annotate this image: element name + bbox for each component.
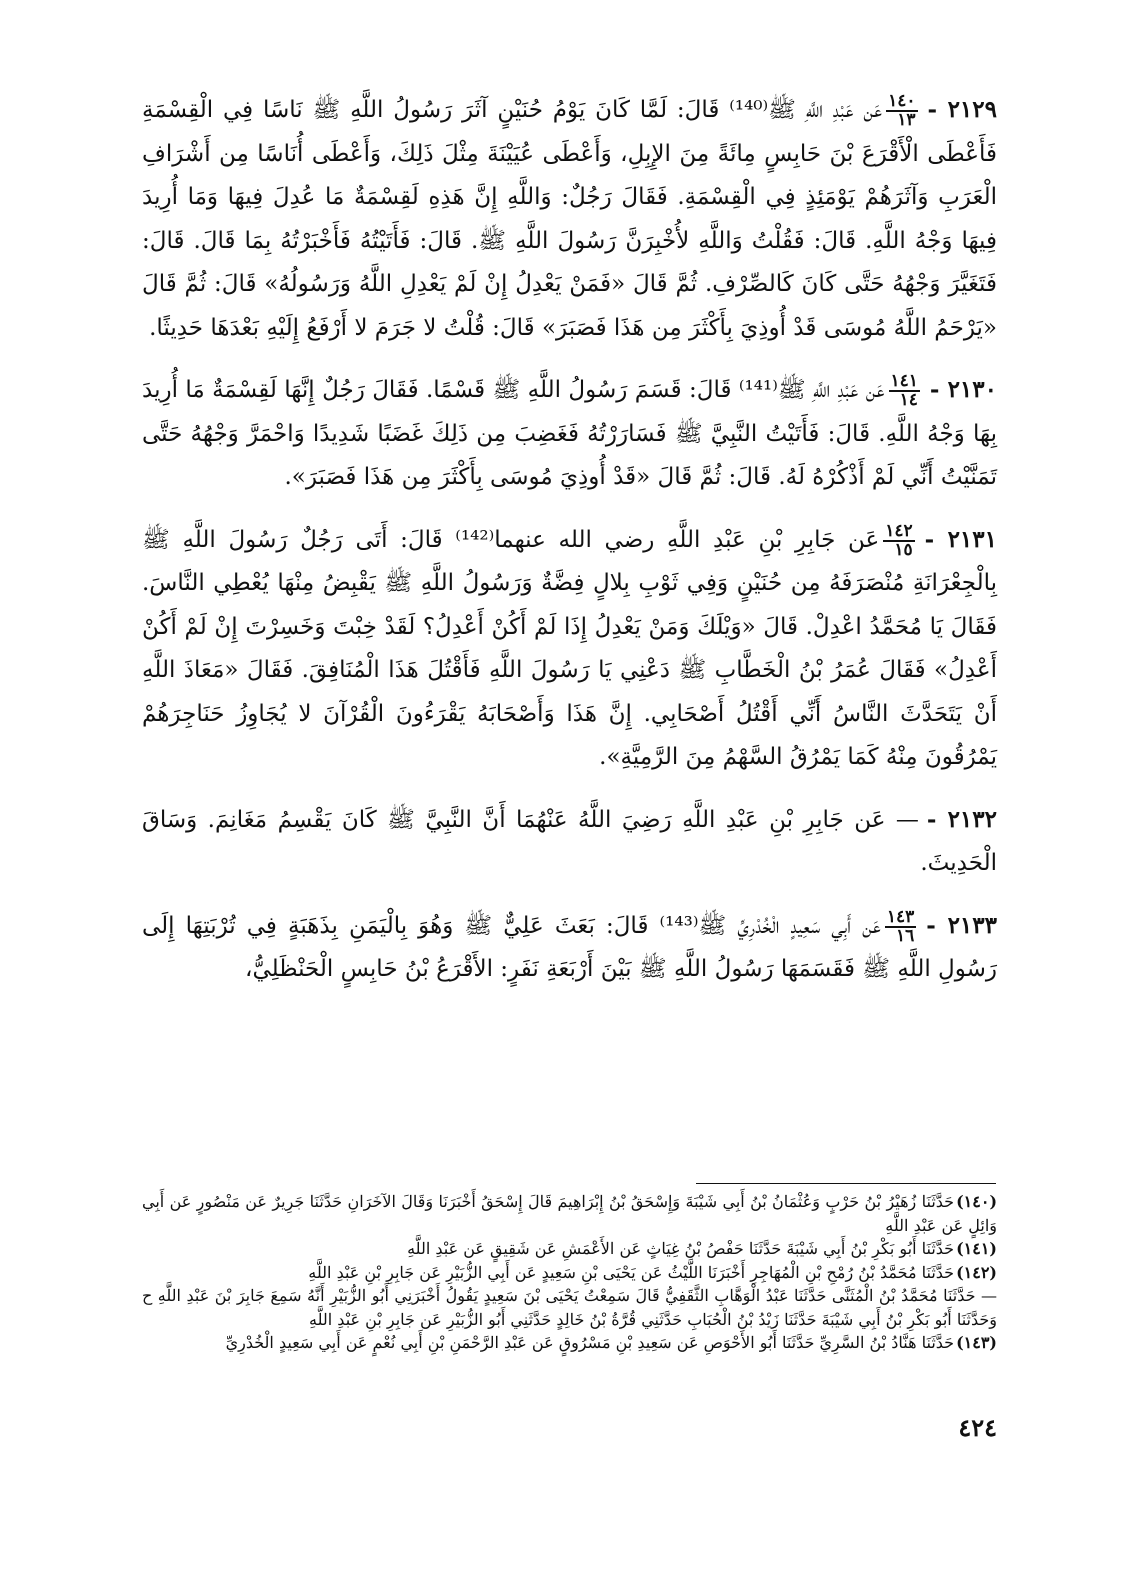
cross-reference [889,373,920,409]
reference-top: ١٤٢ [885,520,913,541]
hadith-text: عَن عَبْدِ اللَّهِ ﷺ⁽¹⁴⁰⁾ قَالَ: لَمَّا كَانَ يَوْمُ حُنَيْنٍ آثَرَ رَسُولُ اللَّهِ ﷺ نَاسًا فِي الْقِسْمَةِ فَأَعْطَى الْأَقْرَعَ بْنَ حَابِسٍ مِائَةً مِنَ الإِبِلِ، وَأَعْطَى عُيَيْنَةَ مِثْلَ ذَلِكَ، وَأَعْطَى أُنَاسًا مِن أَشْرَافِ الْعَرَبِ وَآثَرَهُمْ يَوْمَئِذٍ فِي الْقِسْمَةِ. فَقَالَ رَجُلٌ: وَاللَّهِ إِنَّ هَذِهِ لَقِسْمَةٌ مَا عُدِلَ فِيهَا وَمَا أُرِيدَ فِيهَا وَجْهُ اللَّهِ. قَالَ: فَقُلْتُ وَاللَّهِ لأُخْبِرَنَّ رَسُولَ اللَّهِ ﷺ. قَالَ: فَأَتَيْتُهُ فَأَخْبَرْتُهُ بِمَا قَالَ. قَالَ: فَتَغَيَّرَ وَجْهُهُ حَتَّى كَانَ كَالصِّرْفِ. ثُمَّ قَالَ «فَمَنْ يَعْدِلُ إِنْ لَمْ يَعْدِلِ اللَّهُ وَرَسُولُهُ» قَالَ: ثُمَّ قَالَ «يَرْحَمُ اللَّهُ مُوسَى قَدْ أُوذِيَ بِأَكْثَرَ مِن هَذَا فَصَبَرَ» قَالَ: قُلْتُ لا جَرَمَ لا أَرْفَعُ إِلَيْهِ بَعْدَهَا حَدِيثًا. [142,97,997,341]
document-page [142,88,997,1528]
footnote-143 [142,1331,997,1355]
reference-top: ١٤١ [890,371,918,391]
footnotes [142,1190,997,1355]
reference-bottom: ١٤ [899,390,918,410]
footnote-divider [696,1183,996,1184]
hadith-text: عَن عَبْدِ اللَّهِ ﷺ⁽¹⁴¹⁾ قَالَ: قَسَمَ رَسُولُ اللَّهِ ﷺ قَسْمًا. فَقَالَ رَجُلٌ إِنَّهَا لَقِسْمَةٌ مَا أُرِيدَ بِهَا وَجْهُ اللَّهِ. قَالَ: فَأَتَيْتُ النَّبِيَّ ﷺ فَسَارَرْتُهُ فَغَضِبَ مِن ذَلِكَ غَضَبًا شَدِيدًا وَاحْمَرَّ وَجْهُهُ حَتَّى تَمَنَّيْتُ أَنِّي لَمْ أَذْكُرْهُ لَهُ. قَالَ: ثُمَّ قَالَ «قَدْ أُوذِيَ مُوسَى بِأَكْثَرَ مِن هَذَا فَصَبَرَ». [142,377,997,490]
hadith-2133 [142,904,997,992]
footnote-number: (١٤٢) [956,1262,997,1282]
page-number: ٤٢٤ [958,1413,997,1442]
footnote-142-continued [142,1284,997,1331]
reference-bottom: ١٥ [894,539,913,560]
hadith-number: ٢١٣٢ - [926,805,997,833]
footnote-text: حَدَّثَنَا زُهَيْرُ بْنُ حَرْبٍ وَعُثْمَانُ بْنُ أَبِي شَيْبَةَ وَإِسْحَقُ بْنُ إِبْرَاهِيمَ قَالَ إِسْحَقُ أَخْبَرَنَا وَقَالَ الآخَرَانِ حَدَّثَنَا جَرِيرٌ عَن مَنْصُورٍ عَن أَبِي وَائِلٍ عَن عَبْدِ اللَّهِ [142,1192,997,1235]
footnote-number: (١٤١) [956,1239,997,1258]
hadith-2130 [142,368,997,500]
hadith-number: ٢١٣١ - [924,525,997,553]
hadith-2132 [142,798,997,886]
cross-reference [885,906,916,946]
hadith-text: — عَن جَابِرِ بْنِ عَبْدِ اللَّهِ رَضِيَ اللَّهُ عَنْهُمَا أَنَّ النَّبِيَّ ﷺ كَانَ يَقْسِمُ مَغَانِمَ. وَسَاقَ الْحَدِيثَ. [142,806,997,876]
footnote-140 [142,1190,997,1237]
footnote-text: حَدَّثَنَا هَنَّادُ بْنُ السَّرِيِّ حَدَّثَنَا أَبُو الأَحْوَصِ عَن سَعِيدِ بْنِ مَسْرُوقٍ عَن عَبْدِ الرَّحْمَنِ بْنِ أَبِي نُعْمٍ عَن أَبِي سَعِيدٍ الْخُدْرِيِّ [225,1333,955,1352]
footnote-text: حَدَّثَنَا أَبُو بَكْرِ بْنُ أَبِي شَيْبَةَ حَدَّثَنَا حَفْصُ بْنُ غِيَاثٍ عَن الأَعْمَشِ عَن شَقِيقٍ عَن عَبْدِ اللَّهِ [407,1239,955,1258]
footnote-text: — حَدَّثَنَا مُحَمَّدُ بْنُ الْمُثَنَّى حَدَّثَنَا عَبْدُ الْوَهَّابِ الثَّقَفِيُّ قَالَ سَمِعْتُ يَحْيَى بْنَ سَعِيدٍ يَقُولُ أَخْبَرَنِي أَبُو الزُّبَيْرِ أَنَّهُ سَمِعَ جَابِرَ بْنَ عَبْدِ اللَّهِ ح وَحَدَّثَنَا أَبُو بَكْرِ بْنُ أَبِي شَيْبَةَ حَدَّثَنَا زَيْدُ بْنُ الْحُبَابِ حَدَّثَنِي قُرَّةُ بْنُ خَالِدٍ حَدَّثَنِي أَبُو الزُّبَيْرِ عَن جَابِرِ بْنِ عَبْدِ اللَّهِ [142,1286,997,1329]
hadith-number: ٢١٣٣ - [926,911,997,939]
hadith-2131 [142,518,997,780]
hadith-number: ٢١٣٠ - [929,376,997,403]
footnote-number: (١٤٠) [956,1192,998,1211]
reference-top: ١٤٣ [886,906,915,927]
hadith-number: ٢١٢٩ - [927,96,997,123]
footnote-text: حَدَّثَنَا مُحَمَّدُ بْنُ رُمْحِ بْنِ الْمُهَاجِرِ أَخْبَرَنَا اللَّيْثُ عَن يَحْيَى بْنِ سَعِيدٍ عَن أَبِي الزُّبَيْرِ عَن جَابِرِ بْنِ عَبْدِ اللَّهِ [308,1262,955,1282]
footnote-142 [142,1261,997,1285]
reference-top: ١٤٠ [888,91,916,111]
cross-reference [886,93,917,129]
footnote-number: (١٤٣) [956,1333,997,1352]
reference-bottom: ١٣ [897,110,916,130]
hadith-2129 [142,88,997,350]
reference-bottom: ١٦ [895,925,915,946]
cross-reference [883,520,914,560]
hadith-text: عَن جَابِرِ بْنِ عَبْدِ اللَّهِ رضي الله عنهما⁽¹⁴²⁾ قَالَ: أَتَى رَجُلٌ رَسُولَ اللَّهِ ﷺ بِالْجِعْرَانَةِ مُنْصَرَفَهُ مِن حُنَيْنٍ وَفِي ثَوْبِ بِلالٍ فِضَّةٌ وَرَسُولُ اللَّهِ ﷺ يَقْبِضُ مِنْهَا يُعْطِي النَّاسَ. فَقَالَ يَا مُحَمَّدُ اعْدِلْ. قَالَ «وَيْلَكَ وَمَنْ يَعْدِلُ إِذَا لَمْ أَكُنْ أَعْدِلُ؟ لَقَدْ خِبْتَ وَخَسِرْتَ إِنْ لَمْ أَكُنْ أَعْدِلُ» فَقَالَ عُمَرُ بْنُ الْخَطَّابِ ﷺ دَعْنِي يَا رَسُولَ اللَّهِ فَأَقْتُلَ هَذَا الْمُنَافِقَ. فَقَالَ «مَعَاذَ اللَّهِ أَنْ يَتَحَدَّثَ النَّاسُ أَنِّي أَقْتُلُ أَصْحَابِي. إِنَّ هَذَا وَأَصْحَابَهُ يَقْرَءُونَ الْقُرْآنَ لا يُجَاوِزُ حَنَاجِرَهُمْ يَمْرُقُونَ مِنْهُ كَمَا يَمْرُقُ السَّهْمُ مِنَ الرَّمِيَّةِ». [142,526,997,770]
footnote-141 [142,1237,997,1261]
hadith-list [142,88,997,992]
hadith-text: عَن أَبِي سَعِيدٍ الْخُدْرِيِّ ﷺ⁽¹⁴³⁾ قَالَ: بَعَثَ عَلِيٌّ ﷺ وَهُوَ بِالْيَمَنِ بِذَهَبَةٍ فِي تُرْبَتِهَا إِلَى رَسُولِ اللَّهِ ﷺ فَقَسَمَهَا رَسُولُ اللَّهِ ﷺ بَيْنَ أَرْبَعَةِ نَفَرٍ: الأَقْرَعُ بْنُ حَابِسٍ الْحَنْظَلِيُّ، [142,912,997,982]
